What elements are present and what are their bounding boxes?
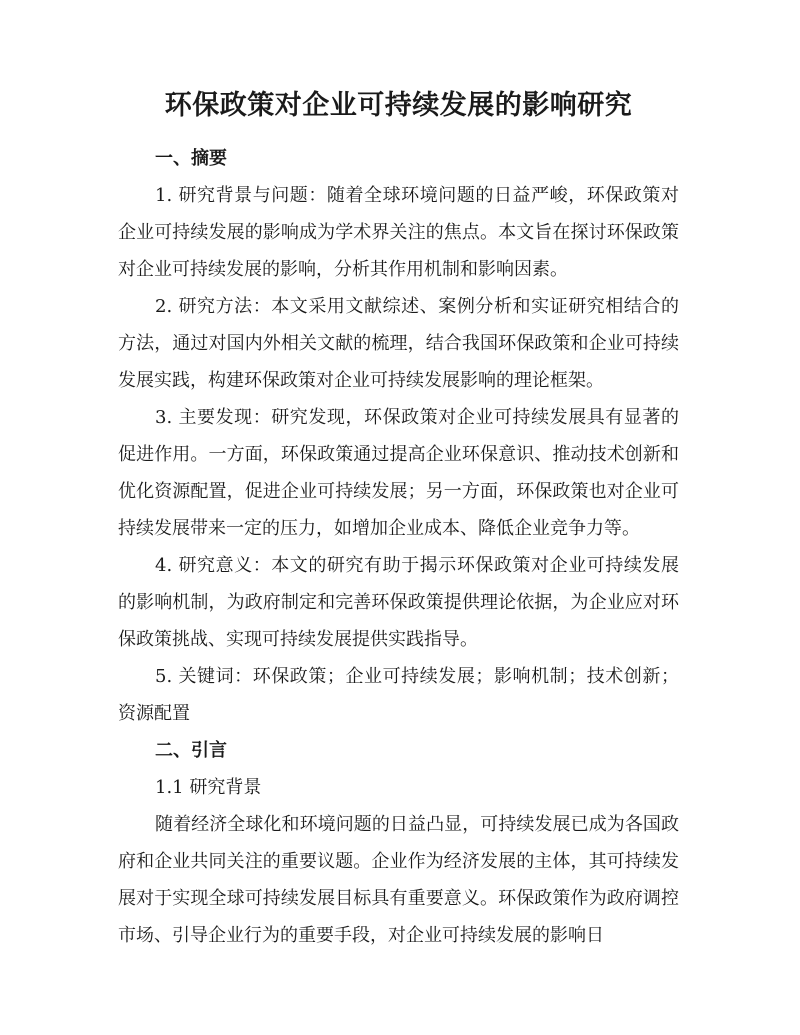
abstract-item-findings: 3. 主要发现：研究发现，环保政策对企业可持续发展具有显著的促进作用。一方面，环保政策通过提高企业环保意识、推动技术创新和优化资源配置，促进企业可持续发展；另一方面，环保政策也对企业可持续发展带来一定的压力，如增加企业成本、降低企业竞争力等。 — [118, 407, 679, 539]
abstract-item-significance: 4. 研究意义：本文的研究有助于揭示环保政策对企业可持续发展的影响机制，为政府制定和完善环保政策提供理论依据，为企业应对环保政策挑战、实现可持续发展提供实践指导。 — [118, 555, 679, 650]
abstract-item-method: 2. 研究方法：本文采用文献综述、案例分析和实证研究相结合的方法，通过对国内外相关文献的梳理，结合我国环保政策和企业可持续发展实践，构建环保政策对企业可持续发展影响的理论框架。 — [118, 296, 679, 391]
document-title: 环保政策对企业可持续发展的影响研究 — [164, 90, 633, 121]
abstract-item-keywords: 5. 关键词：环保政策；企业可持续发展；影响机制；技术创新；资源配置 — [118, 666, 679, 724]
research-background-subheading: 1.1 研究背景 — [155, 777, 262, 798]
abstract-heading: 一、摘要 — [155, 148, 227, 169]
introduction-heading: 二、引言 — [155, 740, 227, 761]
abstract-item-background: 1. 研究背景与问题：随着全球环境问题的日益严峻，环保政策对企业可持续发展的影响成为学术界关注的焦点。本文旨在探讨环保政策对企业可持续发展的影响，分析其作用机制和影响因素。 — [118, 185, 679, 280]
introduction-paragraph: 随着经济全球化和环境问题的日益凸显，可持续发展已成为各国政府和企业共同关注的重要议题。企业作为经济发展的主体，其可持续发展对于实现全球可持续发展目标具有重要意义。环保政策作为政府调控市场、引导企业行为的重要手段，对企业可持续发展的影响日 — [118, 814, 679, 946]
